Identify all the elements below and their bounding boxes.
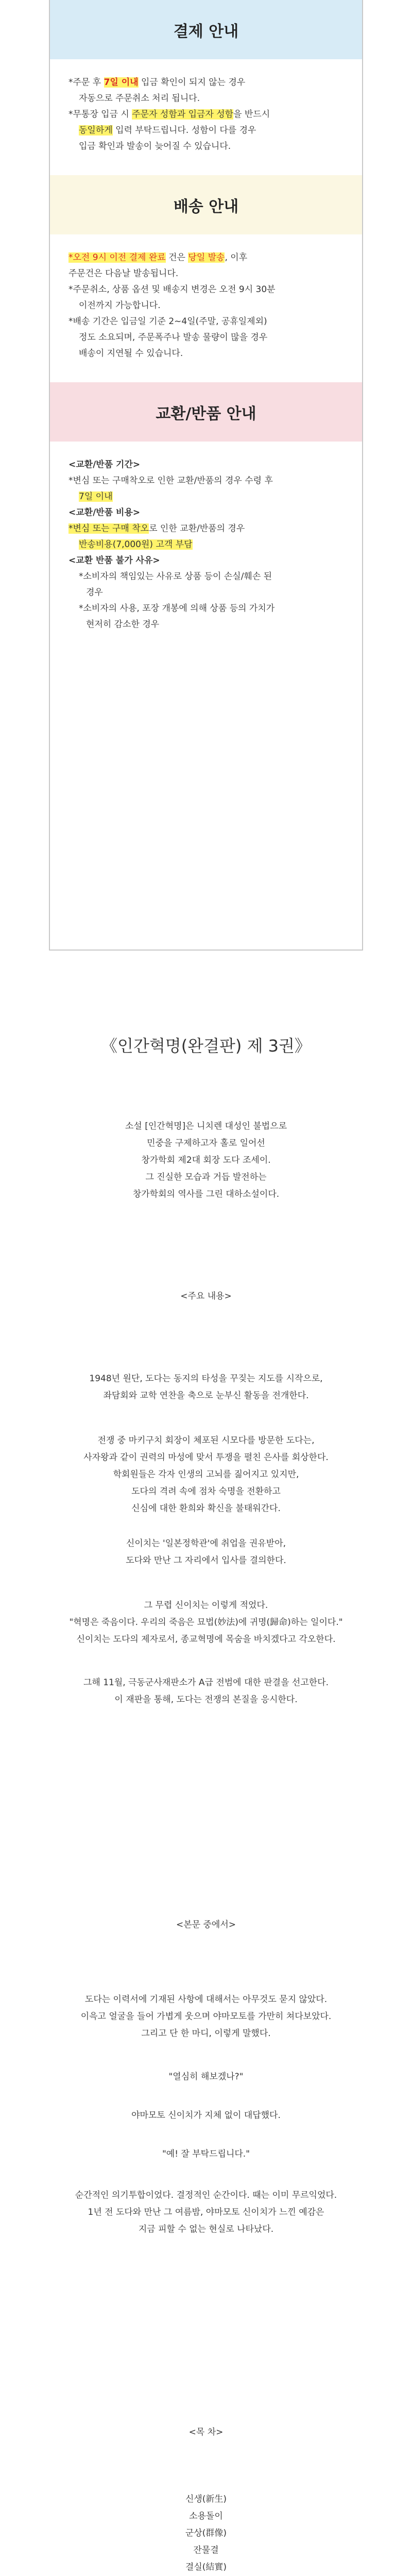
- toc-heading: <목 차>: [188, 2427, 224, 2437]
- book-intro: 소설 [인간혁명]은 니치렌 대성인 불법으로 민중을 구제하고자 홀로 일어선 창가학회 제2대 회장 도다 조세이. 그 진실한 모습과 거듭 발전하는 창가학회의 역사를 그린 대하소설이다.: [125, 1121, 287, 1199]
- excerpt-quote-1: "열심히 해보겠나?": [168, 2072, 244, 2082]
- excerpt-paragraph-3: 순간적인 의기투합이었다. 결정적인 순간이다. 때는 이미 무르익었다. 1년 전 도다와 만난 그 여름밤, 야마모토 신이치가 느낀 예감은 지금 피할 수 없는 현실로 나타났다.: [75, 2190, 337, 2234]
- book-title: 《인간혁명(완결판) 제 3권》: [101, 1036, 311, 1056]
- content-paragraph-4: 그 무렵 신이치는 이렇게 적었다. "혁명은 죽음이다. 우리의 죽음은 묘법(妙法)에 귀명(歸命)하는 일이다." 신이치는 도다의 제자로서, 종교혁명에 목숨을 바치겠다고 각오한다.: [69, 1600, 343, 1645]
- order-notice-panel: [49, 0, 363, 951]
- payment-section-title: 결제 안내: [50, 0, 362, 59]
- excerpt-quote-2: "예! 잘 부탁드립니다.": [162, 2149, 250, 2159]
- toc-list: [0, 2491, 412, 2576]
- shipping-section-body: *오전 9시 이전 결제 완료 건은 당일 발송, 이후 주문건은 다음날 발송됩니다. *주문취소, 상품 옵션 및 배송지 변경은 오전 9시 30분 이전까지 가능합니다. *배송 기간은 입금일 기준 2~4일(주말, 공휴일제외) 정도 소요되며, 주문폭주나 발송 물량이 많을 경우 배송이 지연될 수 있습니다.: [68, 252, 276, 359]
- content-paragraph-5: 그해 11월, 극동군사재판소가 A급 전범에 대한 판결을 선고한다. 이 재판을 통해, 도다는 전쟁의 본질을 응시한다.: [83, 1677, 329, 1705]
- excerpt-heading: <본문 중에서>: [176, 1920, 236, 1930]
- content-paragraph-2: 전쟁 중 마키구치 회장이 체포된 시모다를 방문한 도다는, 사자왕과 같이 권력의 마성에 맞서 투쟁을 펼친 은사를 회상한다. 학회원들은 각자 인생의 고뇌를 짊어지고 있지만, 도다의 격려 속에 점차 숙명을 전환하고 신심에 대한 환희와 확신을 불태워간다.: [83, 1435, 329, 1514]
- toc-item: 결실(結實): [185, 2562, 227, 2572]
- toc-item: 신생(新生): [185, 2494, 227, 2504]
- returns-section-title: 교환/반품 안내: [50, 382, 362, 442]
- content-paragraph-3: 신이치는 '일본정학관'에 취업을 권유받아, 도다와 만난 그 자리에서 입사를 결의한다.: [126, 1538, 286, 1566]
- toc-item: 소용돌이: [189, 2511, 223, 2521]
- content-paragraph-1: 1948년 원단, 도다는 동지의 타성을 꾸짖는 지도를 시작으로, 좌담회와 교학 연찬을 축으로 눈부신 활동을 전개한다.: [89, 1374, 323, 1401]
- excerpt-paragraph-2: 야마모토 신이치가 지체 없이 대답했다.: [131, 2110, 281, 2121]
- returns-section-body: <교환/반품 기간> *변심 또는 구매착오로 인한 교환/반품의 경우 수령 후 7일 이내 <교환/반품 비용> *변심 또는 구매 착오로 인한 교환/반품의 경우 반송비용(7,000원) 고객 부담 <교환 반품 불가 사유> *소비자의 책임있는 사유로 상품 등이 손실/훼손 된 경우 *소비자의 사용, 포장 개봉에 의해 상품 등의 가치가 현저히 감소한 경우: [68, 460, 275, 630]
- toc-item: 잔물결: [193, 2545, 219, 2555]
- content-heading: <주요 내용>: [180, 1291, 232, 1301]
- payment-section-body: *주문 후 7일 이내 입금 확인이 되지 않는 경우 자동으로 주문취소 처리 됩니다. *무통장 입금 시 주문자 성함과 입금자 성함을 반드시 동일하게 입력 부탁드립니다. 성함이 다를 경우 입금 확인과 발송이 늦어질 수 있습니다.: [68, 77, 270, 151]
- excerpt-paragraph-1: 도다는 이력서에 기재된 사항에 대해서는 아무것도 묻지 않았다. 이윽고 얼굴을 들어 가볍게 웃으며 야마모토를 가만히 쳐다보았다. 그리고 단 한 마디, 이렇게 말했다.: [80, 1994, 332, 2039]
- toc-item: 군상(群像): [185, 2528, 227, 2538]
- shipping-section-title: 배송 안내: [50, 175, 362, 234]
